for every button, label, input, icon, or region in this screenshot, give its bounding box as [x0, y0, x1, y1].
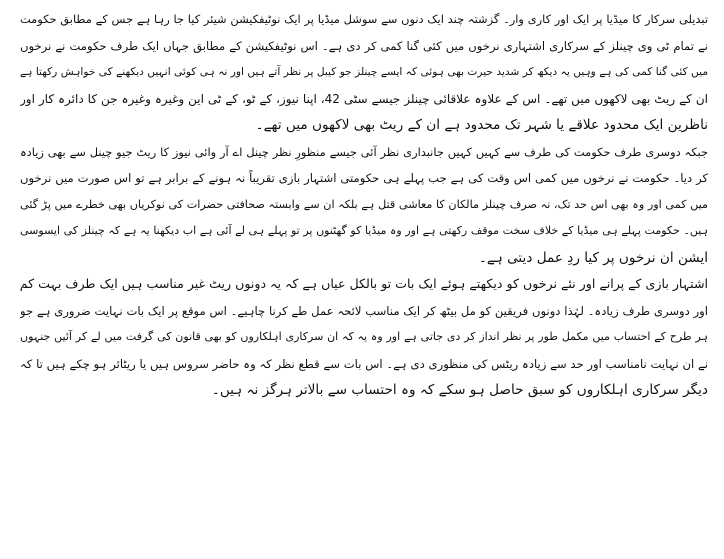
text-line: ہر طرح کے احتساب میں مکمل طور پر نظر انداز کر دی جاتی ہے اور وہ یہ کہ ان سرکاری اہلکاروں کو بھی قانون کی گرفت میں لے کر آئیں جنہوں — [20, 330, 708, 343]
text-line: اور دوسری طرف زیادہ۔ لہٰذا دونوں فریقین کو مل بیٹھ کر ایک مناسب لائحہ عمل طے کرنا چاہیے۔ اس موقع پر ایک بات نہایت ضروری ہے جو — [20, 303, 708, 318]
text-line: نے ان نہایت نامناسب اور حد سے زیادہ ریٹس کی منظوری دی ہے۔ اس بات سے قطع نظر کہ وہ حاضر سروس ہیں یا ریٹائر ہو چکے ہیں تا کہ — [20, 356, 708, 371]
text-line: ہیں۔ حکومت پہلے ہی میڈیا کے خلاف سخت موقف رکھتی ہے اور وہ میڈیا کو گھٹنوں پر تو پہلے ہی لے آئی ہے اب دیکھنا یہ ہے کہ چینلز کی ایسوسی — [20, 224, 708, 237]
text-line: جبکہ دوسری طرف حکومت کی طرف سے کہیں کہیں جانبداری نظر آئی جیسے منظورِ نظر چینل اے آر وائی نیوز کا ریٹ جیو چینل سے بھی زیادہ — [20, 144, 708, 159]
text-line: نے تمام ٹی وی چینلز کے سرکاری اشتہاری نرخوں میں کئی گنا کمی کر دی ہے۔ اس نوٹیفکیشن کے مطابق جہاں ایک طرف حکومت نے نرخوں — [20, 38, 708, 53]
text-line: میں کئی گنا کمی کی ہے وہیں یہ دیکھ کر شدید حیرت بھی ہوئی کہ ایسے چینلز جو کیبل پر نظر آتے ہیں اور نہ ہی کوئی انہیں دیکھنے کی خواہش رکھتا ہے — [20, 66, 708, 78]
text-line: اشتہار بازی کے پرانے اور نئے نرخوں کو دیکھتے ہوئے ایک بات تو بالکل عیاں ہے کہ یہ دونوں ریٹ غیر مناسب ہیں ایک طرف بہت کم — [20, 276, 708, 291]
text-line: تبدیلی سرکار کا میڈیا پر ایک اور کاری وار۔ گزشتہ چند ایک دنوں سے سوشل میڈیا پر ایک نوٹیفکیشن شیئر کیا جا رہا ہے جس کے مطابق حکومت — [20, 12, 708, 26]
text-line: میں کمی اور وہ بھی اس حد تک، نہ صرف چینلز مالکان کا معاشی قتل ہے بلکہ ان سے وابستہ صحافتی حضرات کی نوکریاں بھی خطرے میں پڑ گئی — [20, 197, 708, 211]
text-line: کر دیا۔ حکومت نے نرخوں میں کمی اس وقت کی ہے جب پہلے ہی حکومتی اشتہار بازی تقریباً نہ ہونے کے برابر ہے تو اس صورت میں نرخوں — [20, 171, 708, 185]
text-line: ان کے ریٹ بھی لاکھوں میں تھے۔ اس کے علاوہ علاقائی چینلز جیسے سٹی 42، اپنا نیوز، کے ٹو، کے ٹی این وغیرہ وغیرہ جن کا دائرہ کار اور — [20, 91, 708, 106]
text-line: ناظرین ایک محدود علاقے یا شہر تک محدود ہے ان کے ریٹ بھی لاکھوں میں تھے۔ — [255, 117, 708, 133]
text-line: دیگر سرکاری اہلکاروں کو سبق حاصل ہو سکے کہ وہ احتساب سے بالاتر ہرگز نہ ہیں۔ — [211, 382, 708, 398]
text-line: ایشن ان نرخوں پر کیا ردِ عمل دیتی ہے۔ — [478, 249, 708, 266]
